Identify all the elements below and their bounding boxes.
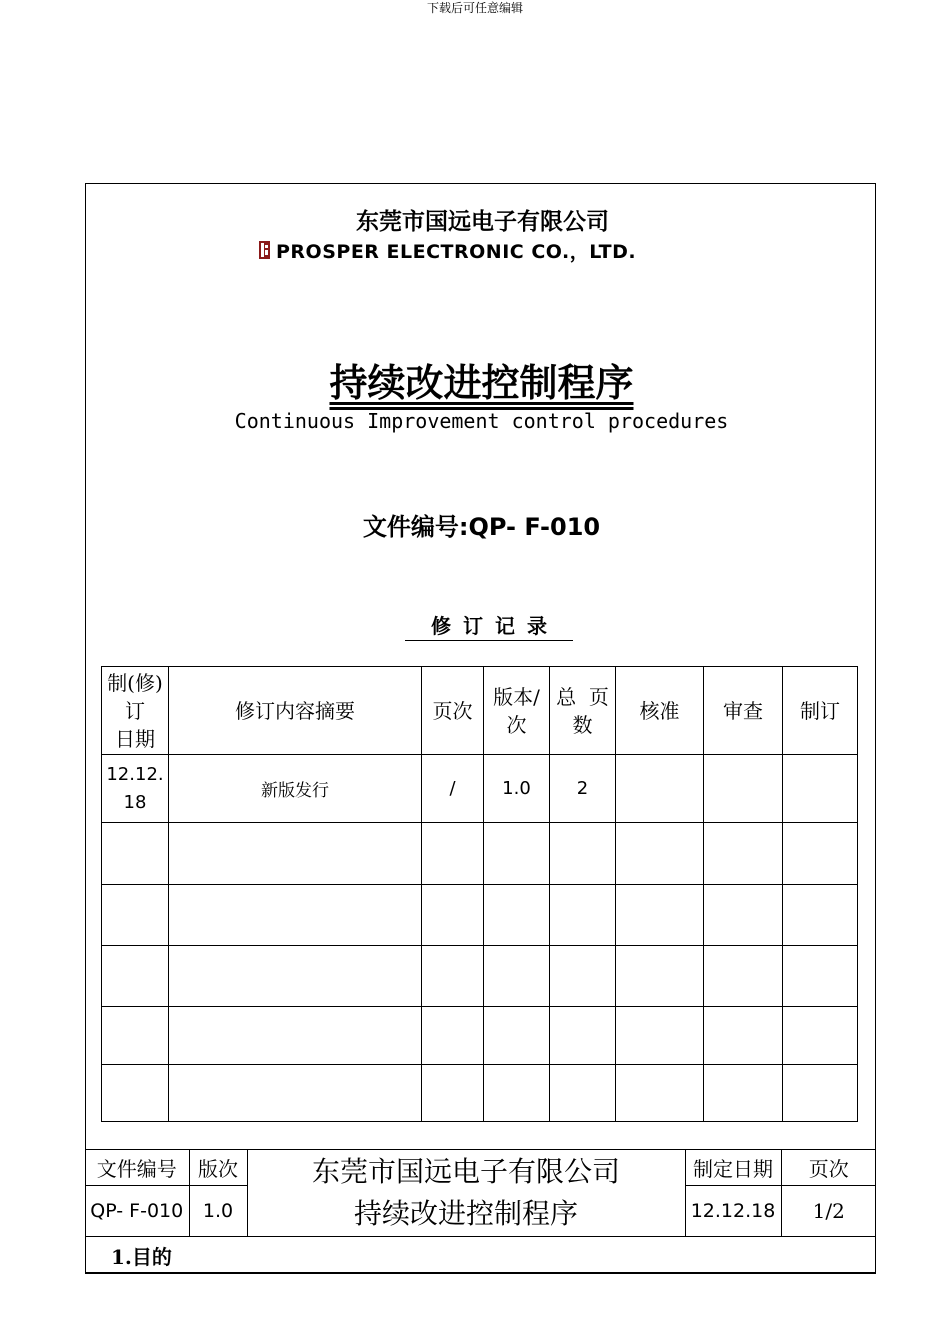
table-row [102, 885, 858, 946]
revision-heading: 修订记录 [405, 610, 573, 641]
cell-summary: 新版发行 [169, 755, 422, 823]
cell-date [102, 1007, 169, 1065]
cell-summary [169, 1007, 422, 1065]
cell-approve [616, 1007, 704, 1065]
cell-version: 1.0 [484, 755, 550, 823]
footer-date: 12.12.18 [685, 1186, 781, 1237]
cell-version [484, 823, 550, 885]
revision-header-row [102, 667, 858, 755]
company-name-cn: 东莞市国远电子有限公司 [356, 208, 609, 235]
cell-approve [616, 755, 704, 823]
cell-page [422, 946, 484, 1007]
col-header-version: 版本/ 次 [484, 667, 550, 755]
cell-approve [616, 946, 704, 1007]
footer-label-row [85, 1150, 876, 1186]
cell-review [704, 755, 783, 823]
footer-date-label: 制定日期 [685, 1150, 781, 1186]
cell-review [704, 1007, 783, 1065]
cell-page [422, 885, 484, 946]
cell-page [422, 1007, 484, 1065]
company-logo-icon [259, 241, 270, 259]
footer-version: 1.0 [189, 1186, 247, 1237]
cell-summary [169, 823, 422, 885]
cell-author [783, 755, 858, 823]
cell-page [422, 823, 484, 885]
cell-review [704, 823, 783, 885]
company-name-en: PROSPER ELECTRONIC CO.，LTD. [276, 240, 637, 263]
table-row [102, 946, 858, 1007]
cell-date: 12.12. 18 [102, 755, 169, 823]
footer-page-label: 页次 [781, 1150, 876, 1186]
cell-date [102, 823, 169, 885]
cell-approve [616, 885, 704, 946]
footer-procedure-name: 持续改进控制程序 [353, 1197, 578, 1230]
cell-version [484, 885, 550, 946]
footer-version-label: 版次 [189, 1150, 247, 1186]
cell-summary [169, 1065, 422, 1122]
cell-author [783, 946, 858, 1007]
cell-author [783, 1007, 858, 1065]
cell-date [102, 1065, 169, 1122]
table-row [102, 1007, 858, 1065]
cell-total-pages [550, 885, 616, 946]
document-footer-table [85, 1149, 876, 1274]
section-heading-purpose: 1.目的 [85, 1237, 876, 1274]
section-row [85, 1237, 876, 1274]
footer-company-name: 东莞市国远电子有限公司 [311, 1155, 620, 1188]
col-header-approve: 核准 [616, 667, 704, 755]
col-header-page: 页次 [422, 667, 484, 755]
cell-total-pages [550, 1065, 616, 1122]
cell-version [484, 1065, 550, 1122]
footer-file-no: QP- F-010 [85, 1186, 189, 1237]
cell-summary [169, 885, 422, 946]
footer-title-cell [247, 1150, 685, 1237]
footer-file-no-label: 文件编号 [85, 1150, 189, 1186]
top-note: 下载后可任意编辑 [426, 1, 523, 15]
cell-total-pages [550, 1007, 616, 1065]
cell-date [102, 946, 169, 1007]
table-row [102, 755, 858, 823]
cell-page [422, 1065, 484, 1122]
cell-review [704, 885, 783, 946]
cell-author [783, 1065, 858, 1122]
cell-approve [616, 823, 704, 885]
col-header-review: 审查 [704, 667, 783, 755]
document-subtitle: Continuous Improvement control procedures [234, 409, 729, 433]
cell-total-pages [550, 823, 616, 885]
footer-page: 1/2 [781, 1186, 876, 1237]
cell-author [783, 885, 858, 946]
cell-summary [169, 946, 422, 1007]
cell-approve [616, 1065, 704, 1122]
cell-review [704, 1065, 783, 1122]
col-header-author: 制订 [783, 667, 858, 755]
revision-table [101, 666, 858, 1122]
table-row [102, 823, 858, 885]
cell-review [704, 946, 783, 1007]
table-row [102, 1065, 858, 1122]
company-en-row [259, 236, 636, 264]
col-header-date: 制(修) 订 日期 [102, 667, 169, 755]
col-header-summary: 修订内容摘要 [169, 667, 422, 755]
cell-date [102, 885, 169, 946]
cell-version [484, 946, 550, 1007]
cell-version [484, 1007, 550, 1065]
cell-page: / [422, 755, 484, 823]
file-number: 文件编号:QP- F-010 [362, 513, 601, 541]
cell-total-pages: 2 [550, 755, 616, 823]
cell-total-pages [550, 946, 616, 1007]
document-title: 持续改进控制程序 [329, 360, 634, 405]
col-header-total-pages: 总 页 数 [550, 667, 616, 755]
cell-author [783, 823, 858, 885]
